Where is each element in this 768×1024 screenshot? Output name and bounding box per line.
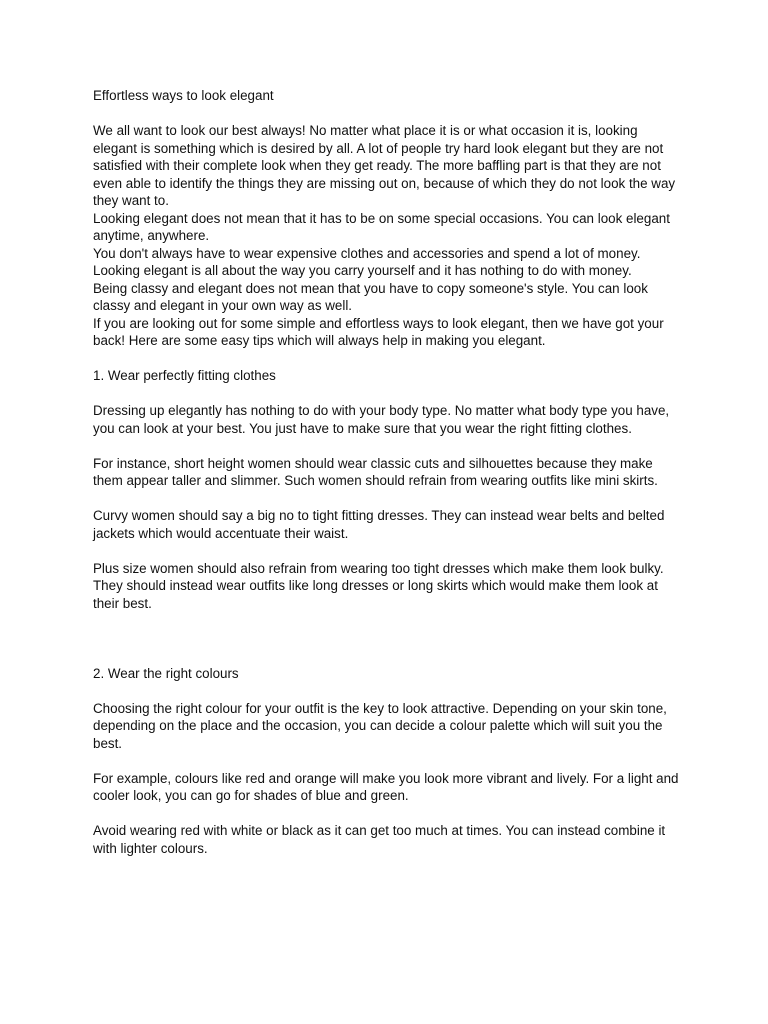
blank-space	[93, 612, 681, 665]
section-heading: 2. Wear the right colours	[93, 665, 239, 681]
section-paragraph: Avoid wearing red with white or black as it can get too much at times. You can instead combine it with lighter colours.	[93, 823, 666, 856]
intro-paragraph: If you are looking out for some simple and effortless ways to look elegant, then we have got your back! Here are some easy tips which will always help in making you elegant.	[93, 315, 664, 348]
section-paragraph: For instance, short height women should wear classic cuts and silhouettes because they make them appear taller and slimmer. Such women should refrain from wearing outfits like mini skirts.	[93, 455, 658, 488]
section-paragraph: Choosing the right colour for your outfit is the key to look attractive. Depending on your skin tone, depending on the place and the occasion, you can decide a colour palette which will suit you the best.	[93, 700, 667, 751]
blank-line	[93, 752, 681, 770]
blank-line	[93, 805, 681, 823]
document-body	[93, 87, 681, 857]
section-paragraph: Plus size women should also refrain from wearing too tight dresses which make them look bulky. They should instead wear outfits like long dresses or long skirts which would make them look at their best.	[93, 560, 664, 611]
blank-line	[93, 385, 681, 403]
intro-paragraph: Being classy and elegant does not mean that you have to copy someone's style. You can look classy and elegant in your own way as well.	[93, 280, 648, 313]
blank-line	[93, 437, 681, 455]
intro-paragraph: We all want to look our best always! No matter what place it is or what occasion it is, looking elegant is something which is desired by all. A lot of people try hard look elegant but they are not satisfied with their complete look when they get ready. The more baffling part is that they are not even able to identify the things they are missing out on, because of which they do not look the way they want to.	[93, 123, 676, 208]
blank-line	[93, 490, 681, 508]
section-paragraph: Curvy women should say a big no to tight fitting dresses. They can instead wear belts and belted jackets which would accentuate their waist.	[93, 508, 665, 541]
document-title: Effortless ways to look elegant	[93, 88, 274, 103]
blank-line	[93, 542, 681, 560]
blank-line	[93, 350, 681, 368]
intro-paragraph: Looking elegant does not mean that it has to be on some special occasions. You can look elegant anytime, anywhere.	[93, 210, 670, 243]
blank-line	[93, 682, 681, 700]
section-paragraph: Dressing up elegantly has nothing to do with your body type. No matter what body type you have, you can look at your best. You just have to make sure that you wear the right fitting clothes.	[93, 403, 670, 436]
intro-paragraph: You don't always have to wear expensive clothes and accessories and spend a lot of money. Looking elegant is all about the way you carry yourself and it has nothing to do with money.	[93, 245, 641, 278]
section-paragraph: For example, colours like red and orange will make you look more vibrant and lively. For a light and cooler look, you can go for shades of blue and green.	[93, 770, 679, 803]
blank-line	[93, 105, 681, 123]
section-heading: 1. Wear perfectly fitting clothes	[93, 368, 276, 383]
